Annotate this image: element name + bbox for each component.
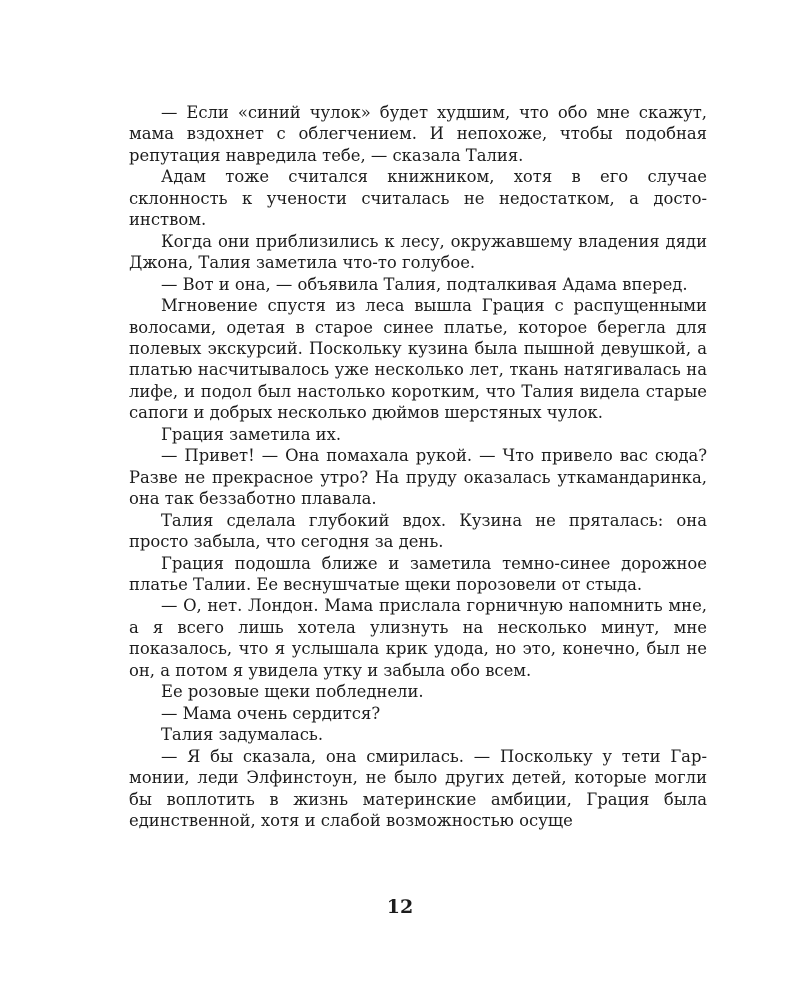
body-text [129, 102, 707, 831]
paragraph: — О, нет. Лондон. Мама прислала горничную напомнить мне, а я всего лишь хотела улизнуть на несколько минут, мне показалось, что я услышала крик удода, но это, конечно, был не он, а потом я увидела утку и забыла обо всем. [129, 596, 707, 680]
paragraph: Мгновение спустя из леса вышла Грация с распущенными волосами, одетая в старое синее платье, которое берегла для полевых экскурсий. Поскольку кузина была пышной девушкой, а платью насчитывалось уже несколько лет, ткань натягивалась на лифе, и подол был настолько коротким, что Талия видела старые сапоги и добрых несколько дюймов шерстяных чулок. [129, 296, 707, 423]
paragraph: — Привет! — Она помахала рукой. — Что привело вас сюда? Разве не прекрасное утро? На пруду оказалась уткамандаринка, она так беззаботно плавала. [129, 446, 707, 509]
paragraph: Адам тоже считался книжником, хотя в его случае склонность к учености считалась не недостатком, а достоинством. [129, 167, 707, 230]
paragraph: — Я бы сказала, она смирилась. — Поскольку у тети Гармонии, леди Элфинстоун, не было других детей, которые могли бы воплотить в жизнь материнские амбиции, Грация была единственной, хотя и слабой возможностью осуще [129, 746, 707, 830]
paragraph: Талия сделала глубокий вдох. Кузина не пряталась: она просто забыла, что сегодня за день. [129, 510, 707, 552]
paragraph: Когда они приблизились к лесу, окружавшему владения дяди Джона, Талия заметила что-то голубое. [129, 231, 707, 273]
paragraph: Ее розовые щеки побледнели. [161, 682, 424, 702]
paragraph: Талия задумалась. [161, 725, 324, 745]
paragraph: — Мама очень сердится? [161, 703, 381, 723]
page-number: 12 [386, 896, 414, 918]
paragraph: Грация подошла ближе и заметила темно-синее дорожное платье Талии. Ее веснушчатые щеки порозовели от стыда. [129, 553, 707, 594]
paragraph: Грация заметила их. [161, 424, 342, 444]
paragraph: — Если «синий чулок» будет худшим, что обо мне скажут, мама вздохнет с облегчением. И непохоже, чтобы подобная репутация навредила тебе, — сказала Талия. [129, 103, 707, 165]
paragraph: — Вот и она, — объявила Талия, подталкивая Адама вперед. [161, 274, 688, 294]
